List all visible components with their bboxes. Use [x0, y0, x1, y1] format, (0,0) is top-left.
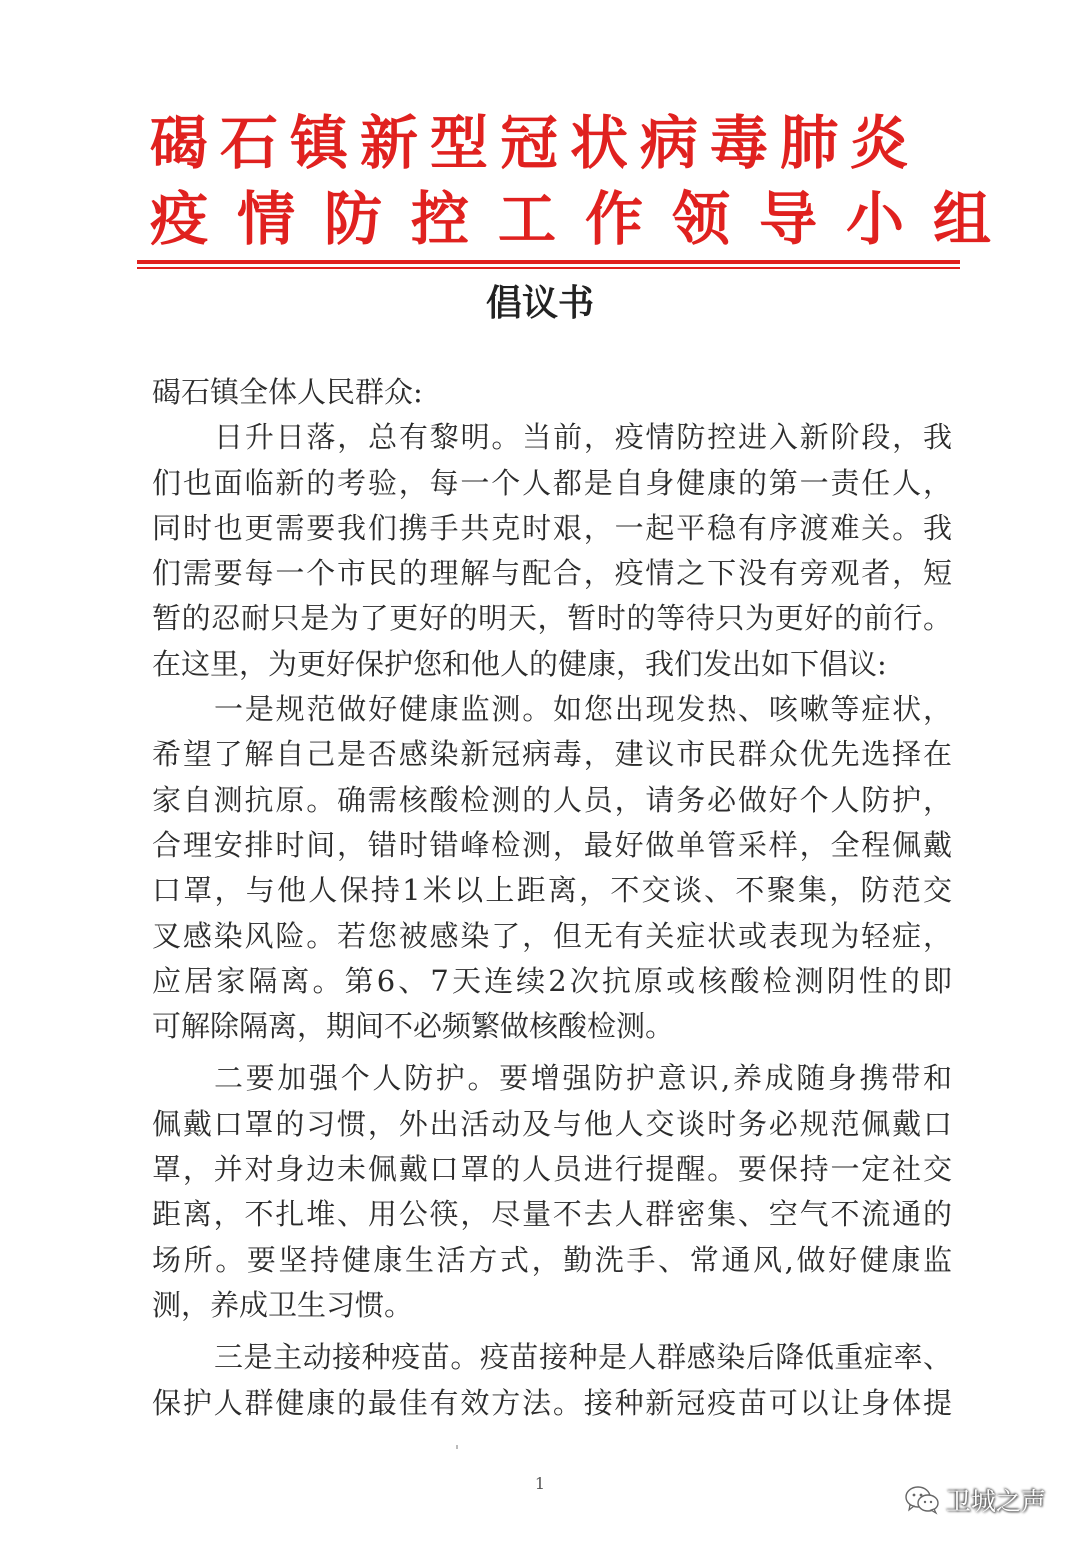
org-title-line-1: 碣石镇新型冠状病毒肺炎: [150, 109, 921, 177]
paragraph-line: 一是规范做好健康监测。如您出现发热、咳嗽等症状，: [214, 692, 952, 727]
document-body: [152, 370, 952, 1426]
paragraph-line: 暂的忍耐只是为了更好的明天，暂时的等待只为更好的前行。: [152, 601, 952, 636]
paragraph-line: 在这里，为更好保护您和他人的健康，我们发出如下倡议:: [152, 646, 887, 681]
paragraph-line: 合理安排时间，错时错峰检测，最好做单管采样，全程佩戴: [152, 827, 952, 862]
paragraph-line: 口罩，与他人保持1米以上距离，不交谈、不聚集，防范交: [152, 873, 952, 908]
scan-speck: [456, 1445, 458, 1449]
paragraph-line: 应居家隔离。第6、7天连续2次抗原或核酸检测阴性的即: [152, 963, 952, 998]
paragraph-line: 佩戴口罩的习惯，外出活动及与他人交谈时务必规范佩戴口: [152, 1106, 952, 1141]
paragraph-line: 罩，并对身边未佩戴口罩的人员进行提醒。要保持一定社交: [152, 1152, 952, 1187]
salutation: 碣石镇全体人民群众:: [152, 375, 423, 409]
paragraph-line: 日升日落，总有黎明。当前，疫情防控进入新阶段，我: [214, 420, 952, 455]
paragraph-line: 希望了解自己是否感染新冠病毒，建议市民群众优先选择在: [152, 737, 952, 772]
paragraph-line: 二要加强个人防护。要增强防护意识,养成随身携带和: [214, 1061, 952, 1096]
header-rule-thick: [137, 260, 960, 264]
paragraph-line: 同时也更需要我们携手共克时艰，一起平稳有序渡难关。我: [152, 510, 952, 545]
paragraph-line: 测，养成卫生习惯。: [152, 1287, 414, 1322]
wechat-icon: [904, 1485, 940, 1515]
document-title: 倡议书: [485, 283, 594, 324]
paragraph-line: 场所。要坚持健康生活方式，勤洗手、常通风,做好健康监: [152, 1242, 952, 1277]
paragraph-line: 们也面临新的考验，每一个人都是自身健康的第一责任人，: [152, 465, 952, 500]
paragraph-line: 家自测抗原。确需核酸检测的人员，请务必做好个人防护，: [152, 782, 952, 817]
paragraph-line: 三是主动接种疫苗。疫苗接种是人群感染后降低重症率、: [214, 1340, 952, 1375]
paragraph-line: 可解除隔离，期间不必频繁做核酸检测。: [152, 1009, 675, 1044]
source-watermark: [904, 1480, 1046, 1520]
paragraph-line: 们需要每一个市民的理解与配合，疫情之下没有旁观者，短: [152, 556, 952, 591]
header-rule-thin: [137, 267, 960, 269]
org-title-line-2: 疫情防控工作领导小组: [150, 185, 1021, 253]
paragraph-line: 叉感染风险。若您被感染了，但无有关症状或表现为轻症，: [152, 918, 952, 953]
page-number: 1: [534, 1474, 546, 1493]
paragraph-line: 距离，不扎堆、用公筷，尽量不去人群密集、空气不流通的: [152, 1197, 952, 1232]
watermark-text: 卫城之声: [946, 1487, 1047, 1516]
paragraph-line: 保护人群健康的最佳有效方法。接种新冠疫苗可以让身体提: [152, 1385, 952, 1420]
